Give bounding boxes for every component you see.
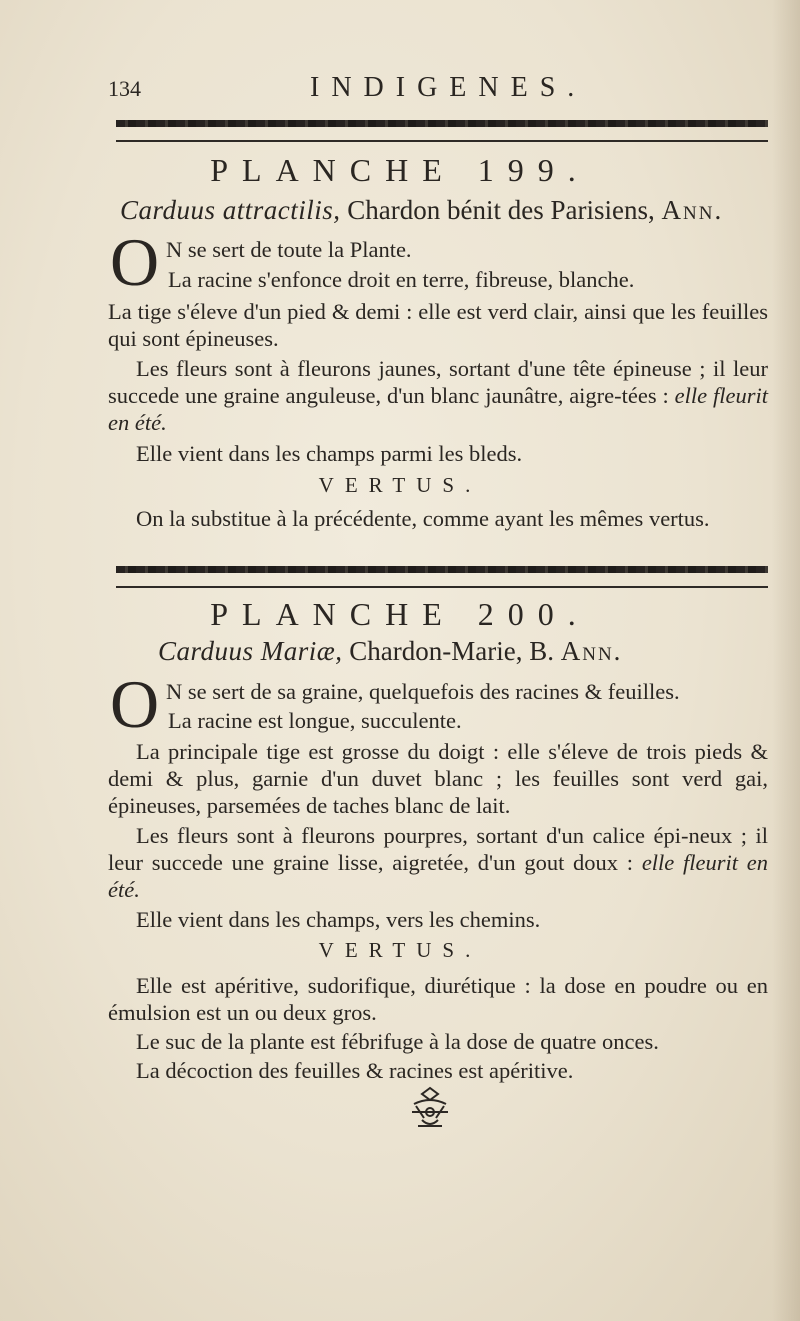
planche-199-subtitle <box>120 195 723 226</box>
common-name: Chardon-Marie, B. <box>349 636 554 666</box>
page-number: 134 <box>108 76 141 101</box>
running-head: INDIGENES. <box>310 72 587 103</box>
planche-200-habitat: Elle vient dans les champs, vers les chemins. <box>136 907 541 932</box>
section-rule <box>116 566 768 573</box>
opening-line-1: N se sert de toute la Plante. <box>166 237 412 262</box>
header-rule <box>116 120 768 127</box>
latin-name: Carduus attractilis, <box>120 195 341 225</box>
planche-200-subtitle <box>158 636 622 667</box>
opening-line-2: La racine s'enfonce droit en terre, fibreuse, blanche. <box>168 267 635 292</box>
planche-200-title: PLANCHE 200. <box>210 596 590 632</box>
planche-200-vertus-heading: VERTUS. <box>318 938 482 962</box>
fleurit-note: elle fleurit en été. <box>108 383 768 435</box>
planche-199-tige: La tige s'éleve d'un pied & demi : elle est verd clair, ainsi que les feuilles qui sont épineuses. <box>108 299 768 351</box>
common-name: Chardon bénit des Parisiens, <box>347 195 655 225</box>
planche-200-fleurs <box>108 822 768 903</box>
planche-199-vertus-text: On la substitue à la précédente, comme ayant les mêmes vertus. <box>136 506 710 531</box>
opening-line-2: La racine est longue, succulente. <box>168 708 462 733</box>
planche-200-vertus-text: Elle est apéritive, sudorifique, diurétique : la dose en poudre ou en émulsion est un ou deux gros. <box>108 973 768 1025</box>
page-edge-shadow <box>772 0 800 1321</box>
planche-199-fleurs <box>108 355 768 436</box>
drop-cap: O <box>110 666 160 742</box>
planche-200-suc: Le suc de la plante est fébrifuge à la dose de quatre onces. <box>136 1029 659 1054</box>
opening-line-1: N se sert de sa graine, quelquefois des racines & feuilles. <box>166 679 680 704</box>
planche-199-title: PLANCHE 199. <box>210 152 590 188</box>
annual-tag: Ann. <box>560 636 623 666</box>
planche-199-vertus-heading: VERTUS. <box>318 473 482 497</box>
header-rule-thin <box>116 140 768 142</box>
fleurs-text: Les fleurs sont à fleurons jaunes, sortant d'une tête épineuse ; il leur succede une graine anguleuse, d'un blanc jaunâtre, aigre-tées : <box>108 356 768 408</box>
planche-199-opening <box>110 224 768 300</box>
fleurit-note: elle fleurit en été. <box>108 850 769 902</box>
fleurs-text: Les fleurs sont à fleurons pourpres, sortant d'un calice épi-neux ; il leur succede une graine lisse, aigretée, d'un gout doux : <box>108 823 768 875</box>
planche-200-tige: La principale tige est grosse du doigt : elle s'éleve de trois pieds & demi & plus, garnie d'un duvet blanc ; les feuilles sont verd gai, épineuses, parsemées de taches blanc de lait. <box>108 739 768 818</box>
planche-200-decoction: La décoction des feuilles & racines est apéritive. <box>136 1058 574 1083</box>
latin-name: Carduus Mariæ, <box>158 636 343 666</box>
section-rule-thin <box>116 586 768 588</box>
planche-199-habitat: Elle vient dans les champs parmi les bleds. <box>136 441 523 466</box>
planche-200-opening <box>110 666 768 742</box>
drop-cap: O <box>110 224 160 300</box>
annual-tag: Ann. <box>661 195 724 225</box>
fleuron-ornament-icon <box>408 1084 452 1134</box>
page-header <box>108 68 768 108</box>
